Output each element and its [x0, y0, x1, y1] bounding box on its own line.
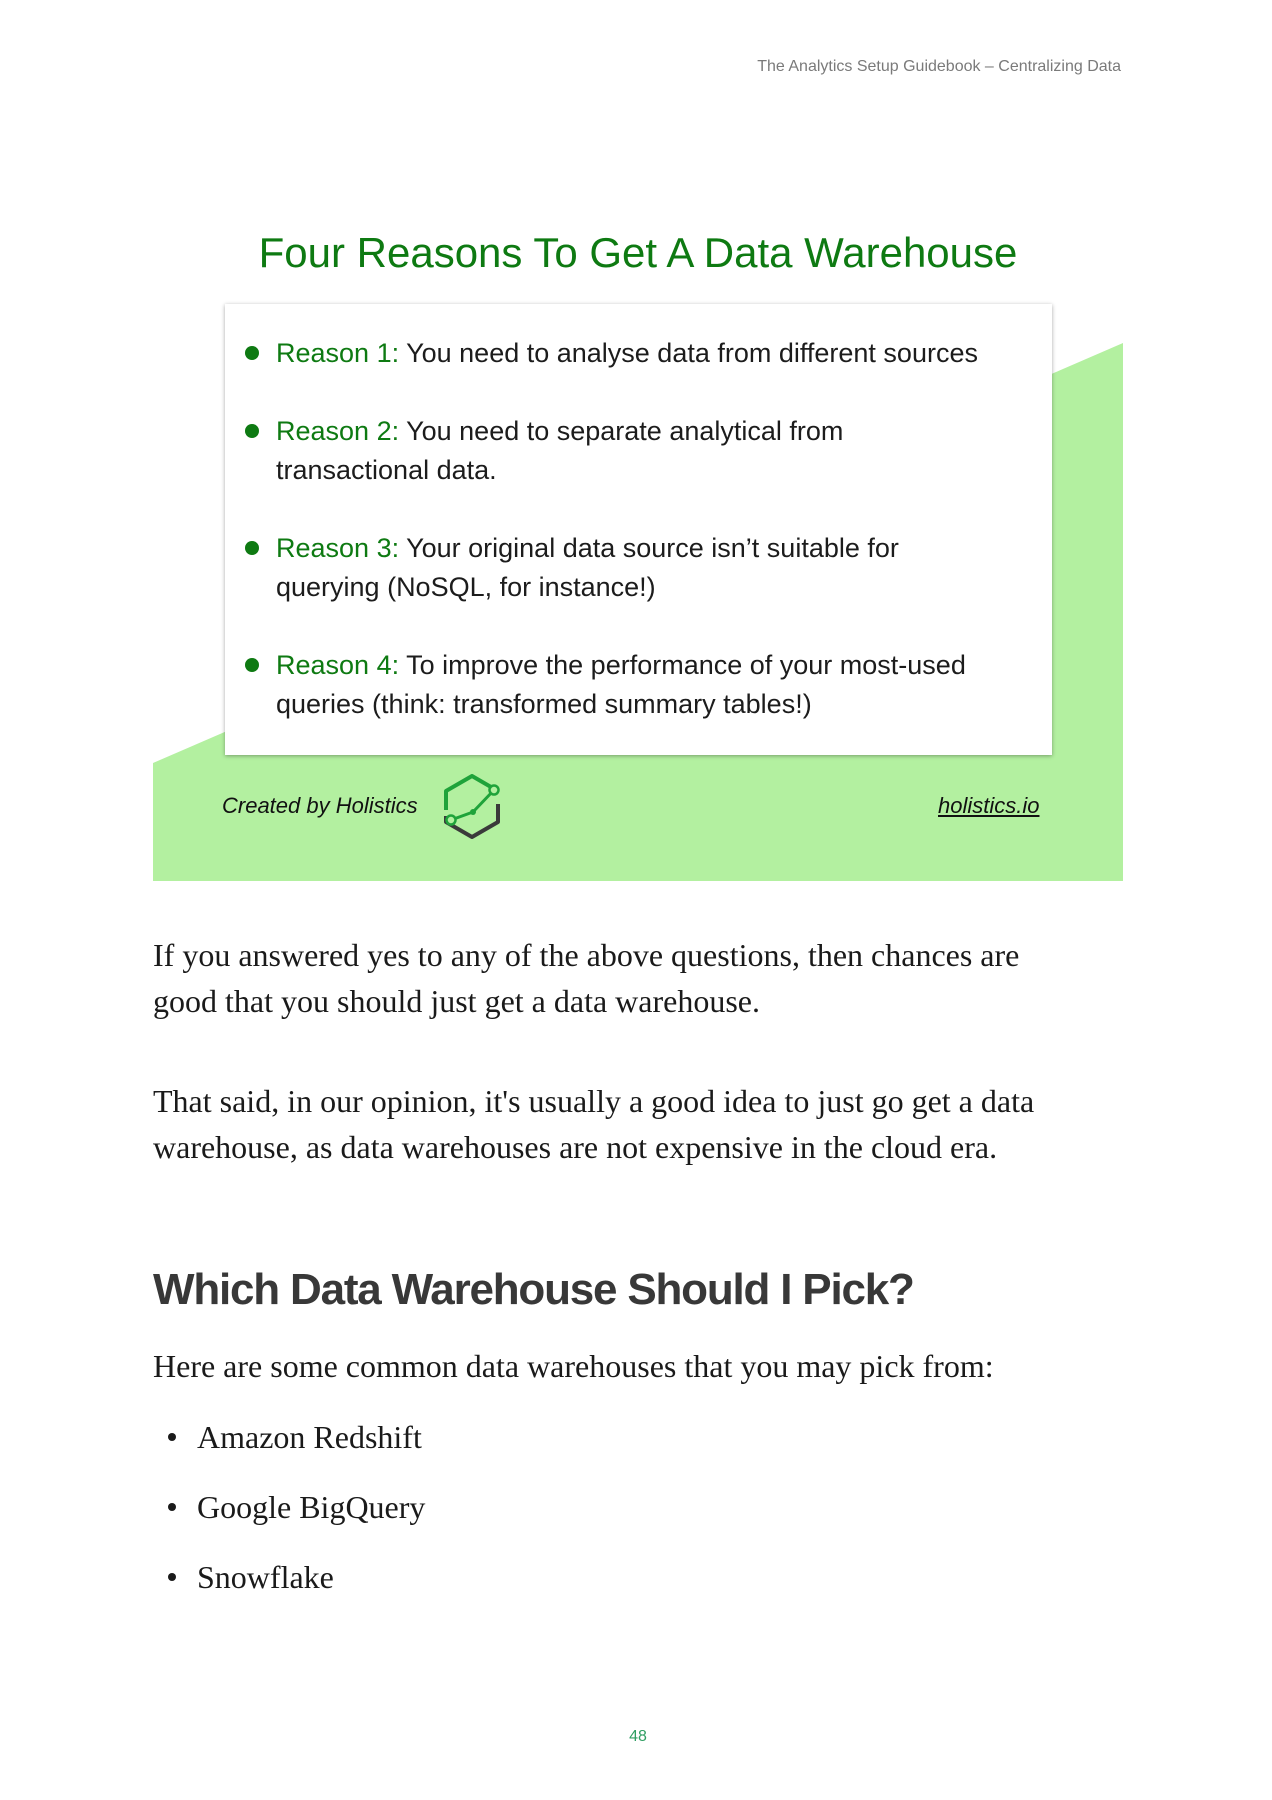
reasons-card	[225, 304, 1052, 755]
paragraph-line: good that you should just get a data warehouse.	[153, 983, 760, 1019]
reason-text: transactional data.	[276, 455, 497, 485]
list-item	[153, 1414, 425, 1460]
list-item-label: Snowflake	[197, 1559, 334, 1595]
reason-line	[276, 646, 1052, 685]
running-title: The Analytics Setup Guidebook – Centralizing Data	[757, 58, 1121, 75]
bullet-icon	[168, 1573, 176, 1581]
bullet-dot-icon	[245, 346, 259, 360]
reason-label: Reason 2:	[276, 416, 400, 446]
paragraph	[153, 1078, 1034, 1170]
holistics-logo-icon	[443, 774, 501, 839]
paragraph-line: That said, in our opinion, it's usually a good idea to just go get a data	[153, 1083, 1035, 1119]
figure-credit: Created by Holistics	[222, 793, 418, 818]
list-item	[153, 1484, 425, 1530]
reason-text: querying (NoSQL, for instance!)	[276, 572, 656, 602]
list-item	[153, 1554, 425, 1600]
reason-label: Reason 4:	[276, 650, 400, 680]
figure-title: Four Reasons To Get A Data Warehouse	[258, 229, 1018, 276]
bullet-dot-icon	[245, 658, 259, 672]
page-number: 48	[629, 1728, 647, 1745]
bullet-icon	[168, 1433, 176, 1441]
paragraph	[153, 932, 1019, 1024]
reason-text: Your original data source isn’t suitable for	[406, 533, 899, 563]
reason-line	[276, 334, 1052, 373]
bullet-dot-icon	[245, 541, 259, 555]
list-item-label: Google BigQuery	[197, 1489, 426, 1525]
holistics-link[interactable]: holistics.io	[938, 793, 1040, 818]
reason-text: queries (think: transformed summary tables!)	[276, 689, 812, 719]
reason-label: Reason 1:	[276, 338, 400, 368]
reason-line	[276, 412, 1052, 451]
list-intro: Here are some common data warehouses that you may pick from:	[153, 1348, 994, 1384]
reason-text: You need to separate analytical from	[406, 416, 844, 446]
reason-item	[276, 412, 1052, 490]
warehouse-list	[153, 1414, 425, 1624]
reason-text: You need to analyse data from different sources	[406, 338, 978, 368]
bullet-icon	[168, 1503, 176, 1511]
reason-line	[276, 529, 1052, 568]
reason-item	[276, 646, 1052, 724]
reason-label: Reason 3:	[276, 533, 400, 563]
paragraph-line: warehouse, as data warehouses are not expensive in the cloud era.	[153, 1129, 998, 1165]
reasons-list	[225, 304, 1052, 724]
paragraph-line: If you answered yes to any of the above questions, then chances are	[153, 937, 1020, 973]
section-heading: Which Data Warehouse Should I Pick?	[153, 1265, 914, 1314]
reason-item	[276, 529, 1052, 607]
list-item-label: Amazon Redshift	[197, 1419, 422, 1455]
bullet-dot-icon	[245, 424, 259, 438]
reason-item	[276, 334, 1052, 373]
reason-text: To improve the performance of your most-used	[406, 650, 966, 680]
